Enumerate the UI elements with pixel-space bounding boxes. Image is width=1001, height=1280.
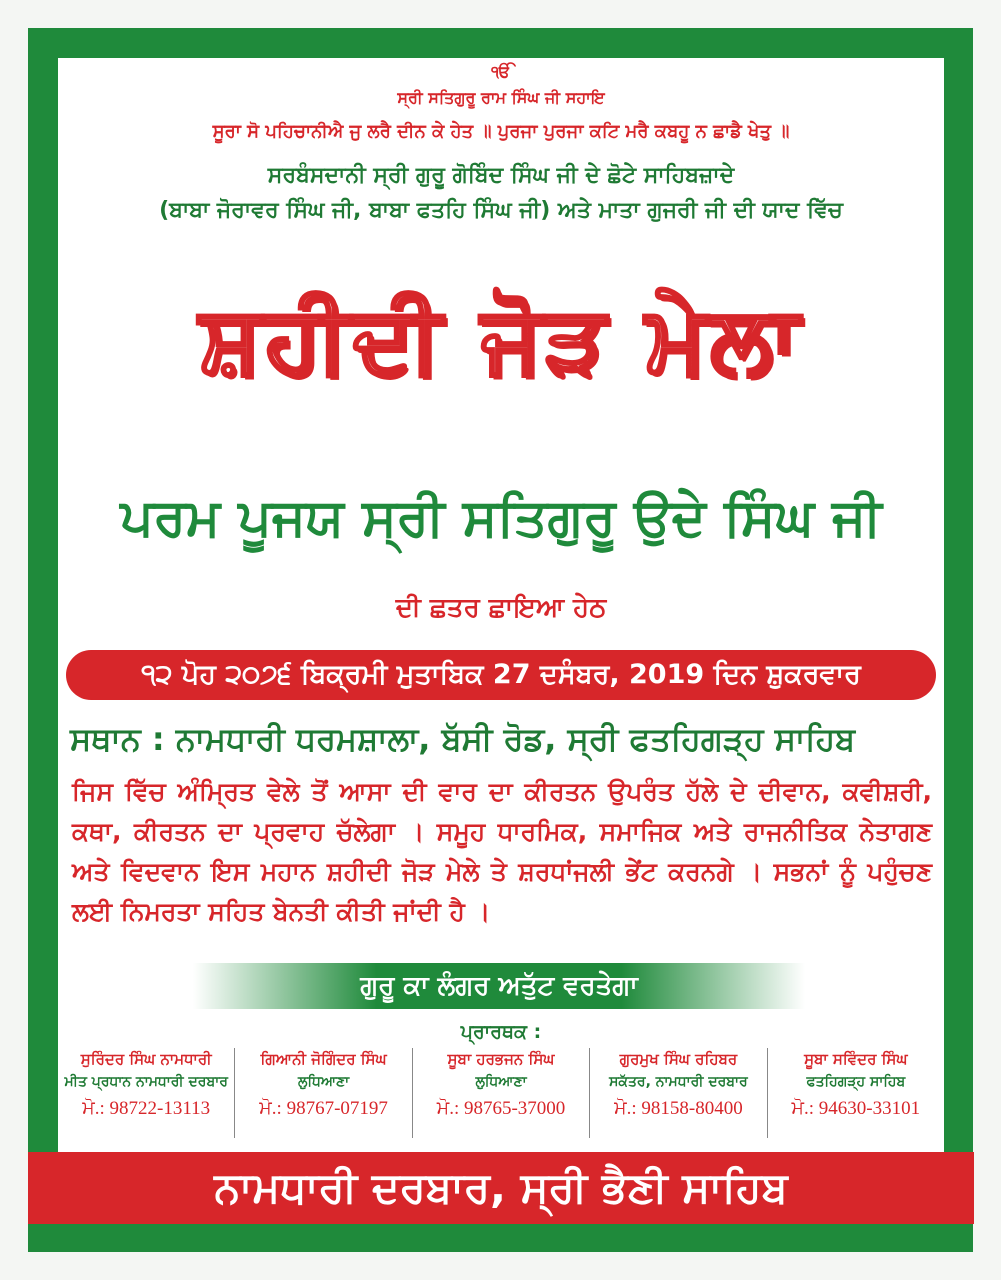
langar-banner: ਗੁਰੂ ਕਾ ਲੰਗਰ ਅਤੁੱਟ ਵਰਤੇਗਾ [193,963,805,1009]
poster-subtitle: ਪਰਮ ਪੂਜਯ ਸ੍ਰੀ ਸਤਿਗੁਰੂ ਉਦੇ ਸਿੰਘ ਜੀ [120,488,882,548]
canopy-line: ਦੀ ਛਤਰ ਛਾਇਆ ਹੇਠ [395,593,607,623]
organizer-name: ਗਿਆਨੀ ਜੋਗਿੰਦਰ ਸਿੰਘ [260,1050,387,1068]
organizer-card [413,1048,590,1138]
organizer-role: ਸਕੱਤਰ, ਨਾਮਧਾਰੀ ਦਰਬਾਰ [609,1074,748,1090]
organizer-phone: ਮੋ.: 98767-07197 [259,1098,388,1119]
organizer-card [590,1048,767,1138]
dedication-line-1: ਸਰਬੰਸਦਾਨੀ ਸ੍ਰੀ ਗੁਰੂ ਗੋਬਿੰਦ ਸਿੰਘ ਜੀ ਦੇ ਛੋਟੇ ਸਾਹਿਬਜ਼ਾਦੇ [267,163,735,188]
poster-panel [58,58,944,1224]
organizers-label: ਪ੍ਰਾਰਥਕ : [460,1021,542,1043]
organizer-phone: ਮੋ.: 98765-37000 [436,1098,566,1119]
organizer-name: ਸੂਬਾ ਸਵਿੰਦਰ ਸਿੰਘ [804,1050,908,1068]
poster-title: ਸ਼ਹੀਦੀ ਜੋੜ ਮੇਲਾ [199,286,803,393]
organizer-name: ਗੁਰਮੁਖ ਸਿੰਘ ਰਹਿਬਰ [619,1050,738,1068]
organizer-phone: ਮੋ.: 94630-33101 [791,1098,921,1119]
dedication-line-2: (ਬਾਬਾ ਜੋਰਾਵਰ ਸਿੰਘ ਜੀ, ਬਾਬਾ ਫਤਹਿ ਸਿੰਘ ਜੀ) ਅਤੇ ਮਾਤਾ ਗੁਜਰੀ ਜੀ ਦੀ ਯਾਦ ਵਿੱਚ [159,198,843,223]
footer-banner: ਨਾਮਧਾਰੀ ਦਰਬਾਰ, ਸ੍ਰੀ ਭੈਣੀ ਸਾਹਿਬ [28,1152,974,1224]
organizer-role: ਫਤਹਿਗੜ੍ਹ ਸਾਹਿਬ [806,1074,906,1090]
blessing-line: ਸ੍ਰੀ ਸਤਿਗੁਰੂ ਰਾਮ ਸਿੰਘ ਜੀ ਸਹਾਇ [397,88,605,107]
organizer-card [768,1048,944,1138]
organizer-role: ਲੁਧਿਆਣਾ [475,1074,527,1090]
organizer-card [58,1048,235,1138]
organizer-card [235,1048,412,1138]
organizer-role: ਮੀਤ ਪ੍ਰਧਾਨ ਨਾਮਧਾਰੀ ਦਰਬਾਰ [64,1074,228,1090]
organizer-phone: ਮੋ.: 98722-13113 [82,1098,211,1119]
ek-onkar-symbol: ੴ [491,62,511,81]
organizer-phone: ਮੋ.: 98158-80400 [614,1098,743,1119]
date-banner: ੧੨ ਪੋਹ ੨੦੭੬ ਬਿਕ੍ਰਮੀ ਮੁਤਾਬਿਕ 27 ਦਸੰਬਰ, 2019 ਦਿਨ ਸ਼ੁਕਰਵਾਰ [66,650,936,700]
organizer-name: ਸੂਬਾ ਹਰਭਜਨ ਸਿੰਘ [447,1050,555,1068]
couplet-line: ਸੂਰਾ ਸੋ ਪਹਿਚਾਨੀਐ ਜੁ ਲਰੈ ਦੀਨ ਕੇ ਹੇਤ ॥ ਪੁਰਜਾ ਪੁਰਜਾ ਕਟਿ ਮਰੈ ਕਬਹੂ ਨ ਛਾਡੈ ਖੇਤੁ ॥ [212,121,790,142]
venue-line: ਸਥਾਨ : ਨਾਮਧਾਰੀ ਧਰਮਸ਼ਾਲਾ, ਬੱਸੀ ਰੋਡ, ਸ੍ਰੀ ਫਤਹਿਗੜ੍ਹ ਸਾਹਿਬ [70,720,856,758]
organizer-name: ਸੁਰਿੰਦਰ ਸਿੰਘ ਨਾਮਧਾਰੀ [80,1050,212,1068]
organizers-list [58,1048,944,1138]
organizer-role: ਲੁਧਿਆਣਾ [298,1074,350,1090]
event-description: ਜਿਸ ਵਿੱਚ ਅੰਮ੍ਰਿਤ ਵੇਲੇ ਤੋਂ ਆਸਾ ਦੀ ਵਾਰ ਦਾ ਕੀਰਤਨ ਉਪਰੰਤ ਹੱਲੇ ਦੇ ਦੀਵਾਨ, ਕਵੀਸ਼ਰੀ, ਕਥਾ, ਕੀਰਤਨ ਦਾ ਪ੍ਰਵਾਹ ਚੱਲੇਗਾ । ਸਮੂਹ ਧਾਰਮਿਕ, ਸਮਾਜਿਕ ਅਤੇ ਰਾਜਨੀਤਿਕ ਨੇਤਾਗਣ ਅਤੇ ਵਿਦਵਾਨ ਇਸ ਮਹਾਨ ਸ਼ਹੀਦੀ ਜੋੜ ਮੇਲੇ ਤੇ ਸ਼ਰਧਾਂਜਲੀ ਭੇਂਟ ਕਰਨਗੇ । ਸਭਨਾਂ ਨੂੰ ਪਹੁੰਚਣ ਲਈ ਨਿਮਰਤਾ ਸਹਿਤ ਬੇਨਤੀ ਕੀਤੀ ਜਾਂਦੀ ਹੈ । [72,777,932,926]
